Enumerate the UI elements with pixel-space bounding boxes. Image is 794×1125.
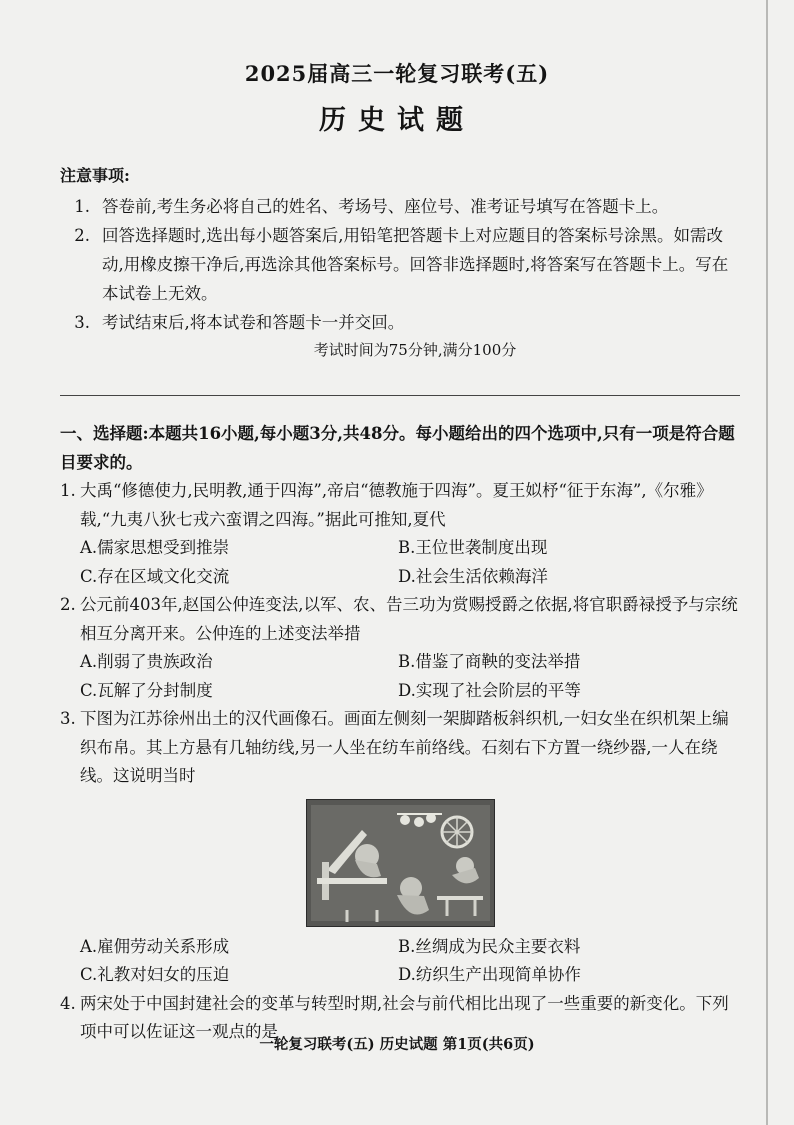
notes-heading: 注意事项: <box>60 166 130 185</box>
figure-container <box>60 791 740 933</box>
option-a: A.儒家思想受到推崇 <box>80 538 230 557</box>
note-item <box>60 308 740 337</box>
relief-illustration <box>307 800 494 926</box>
note-item <box>60 221 740 308</box>
question-options <box>60 933 740 990</box>
questions-section <box>60 420 740 1047</box>
notes-section <box>60 163 740 360</box>
page-footer: 一轮复习联考(五) 历史试题 第1页(共6页) <box>259 1036 535 1053</box>
option-a: A.削弱了贵族政治 <box>80 652 213 671</box>
question-stem: 两宋处于中国封建社会的变革与转型时期,社会与前代相比出现了一些重要的新变化。下列项中可以佐证这一观点的是 <box>80 993 729 1041</box>
note-item <box>60 192 740 221</box>
section-heading: 一、选择题:本题共16小题,每小题3分,共48分。每小题给出的四个选项中,只有一项是符合题目要求的。 <box>60 424 735 472</box>
exam-time: 考试时间为75分钟,满分100分 <box>313 341 517 359</box>
note-text: 答卷前,考生务必将自己的姓名、考场号、座位号、准考证号填写在答题卡上。 <box>102 197 669 216</box>
note-number: 1. <box>74 197 90 216</box>
option-b: B.王位世袭制度出现 <box>398 538 548 557</box>
question-2 <box>60 591 740 648</box>
question-3 <box>60 705 740 791</box>
question-number: 2. <box>60 595 76 614</box>
divider <box>60 395 740 396</box>
option-a: A.雇佣劳动关系形成 <box>80 936 230 956</box>
note-number: 3. <box>74 313 90 332</box>
question-number: 1. <box>60 481 76 500</box>
question-number: 4. <box>60 993 76 1013</box>
exam-header <box>0 58 794 137</box>
question-stem: 下图为江苏徐州出土的汉代画像石。画面左侧刻一架脚踏板斜织机,一妇女坐在织机架上编织布帛。其上方悬有几轴纺线,另一人坐在纺车前络线。石刻右下方置一绕纱器,一人在绕线。这说明当时 <box>80 709 729 785</box>
question-stem: 大禹“修德使力,民明教,通于四海”,帝启“德教施于四海”。夏王姒杼“征于东海”,《尔雅》载,“九夷八狄七戎六蛮谓之四海。”据此可推知,夏代 <box>80 481 713 529</box>
exam-title: 历史试题 <box>319 105 475 136</box>
han-stone-relief-image <box>306 799 495 927</box>
option-c: C.礼教对妇女的压迫 <box>80 965 230 984</box>
note-text: 回答选择题时,选出每小题答案后,用铅笔把答题卡上对应题目的答案标号涂黑。如需改动,用橡皮擦干净后,再选涂其他答案标号。回答非选择题时,将答案写在答题卡上。写在本试卷上无效。 <box>102 226 729 303</box>
question-options <box>60 534 740 591</box>
option-d: D.社会生活依赖海洋 <box>398 566 548 586</box>
question-stem: 公元前403年,赵国公仲连变法,以军、农、告三功为赏赐授爵之依据,将官职爵禄授予与宗统相互分离开来。公仲连的上述变法举措 <box>80 595 738 643</box>
exam-subtitle: 2025届高三一轮复习联考(五) <box>244 61 550 86</box>
question-number: 3. <box>60 709 76 728</box>
option-c: C.瓦解了分封制度 <box>80 680 213 700</box>
option-c: C.存在区域文化交流 <box>80 566 230 586</box>
question-1 <box>60 477 740 534</box>
note-number: 2. <box>74 226 90 245</box>
question-options <box>60 648 740 705</box>
page-edge-line <box>766 0 768 1125</box>
option-d: D.实现了社会阶层的平等 <box>398 680 581 700</box>
option-d: D.纺织生产出现简单协作 <box>398 965 581 984</box>
note-text: 考试结束后,将本试卷和答题卡一并交回。 <box>102 313 405 332</box>
option-b: B.借鉴了商鞅的变法举措 <box>398 652 581 671</box>
option-b: B.丝绸成为民众主要衣料 <box>398 936 581 956</box>
